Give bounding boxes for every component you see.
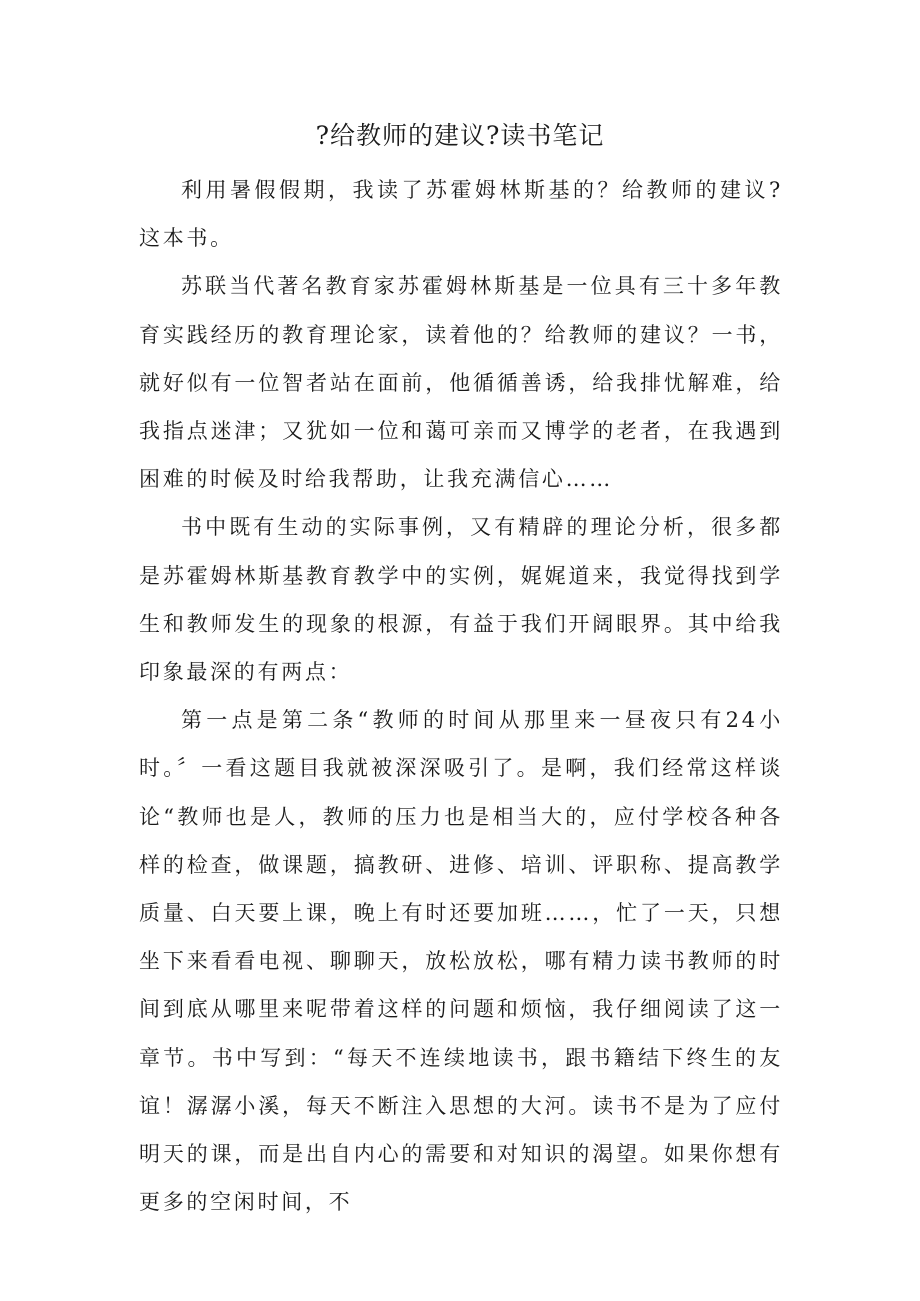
document-title: ?给教师的建议?读书笔记 <box>315 121 605 150</box>
document-body <box>139 166 783 1226</box>
paragraph-3: 书中既有生动的实际事例，又有精辟的理论分析，很多都是苏霍姆林斯基教育教学中的实例，娓娓道来，我觉得找到学生和教师发生的现象的根源，有益于我们开阔眼界。其中给我印象最深的有两点： <box>139 515 783 685</box>
paragraph-2: 苏联当代著名教育家苏霍姆林斯基是一位具有三十多年教育实践经历的教育理论家，读着他的？给教师的建议？一书，就好似有一位智者站在面前，他循循善诱，给我排忧解难，给我指点迷津；又犹如一位和蔼可亲而又博学的老者，在我遇到困难的时候及时给我帮助，让我充满信心…… <box>139 274 783 492</box>
paragraph-4: 第一点是第二条“教师的时间从那里来一昼夜只有24小时。〞一看这题目我就被深深吸引了。是啊，我们经常这样谈论“教师也是人，教师的压力也是相当大的，应付学校各种各样的检查，做课题，搞教研、进修、培训、评职称、提高教学质量、白天要上课，晚上有时还要加班……，忙了一天，只想坐下来看看电视、聊聊天，放松放松，哪有精力读书教师的时间到底从哪里来呢带着这样的问题和烦恼，我仔细阅读了这一章节。书中写到：“每天不连续地读书，跟书籍结下终生的友谊！潺潺小溪，每天不断注入思想的大河。读书不是为了应付明天的课，而是出自内心的需要和对知识的渴望。如果你想有更多的空闲时间，不 <box>139 708 783 1215</box>
paragraph-1: 利用暑假假期，我读了苏霍姆林斯基的？给教师的建议?这本书。 <box>139 178 783 251</box>
